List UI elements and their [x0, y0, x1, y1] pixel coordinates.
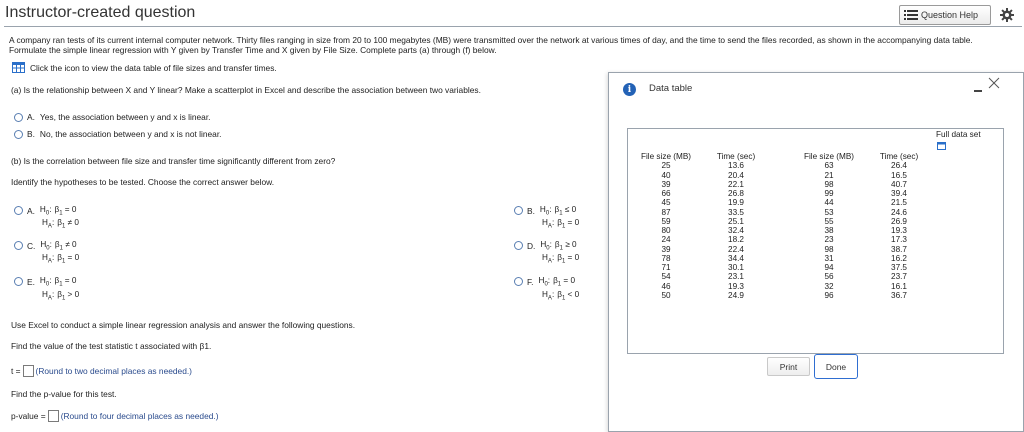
column-file-size-1 [630, 152, 702, 300]
table-cell: 16.2 [891, 253, 907, 263]
h0-statement: $\beta_1 = 0$ [553, 276, 576, 288]
table-cell: 87 [661, 207, 671, 217]
table-cell: 33.5 [728, 207, 744, 217]
cell-list [700, 161, 772, 300]
table-cell: 59 [661, 216, 671, 226]
ha-label: $H_A$: [542, 290, 555, 302]
table-cell: 80 [661, 226, 671, 235]
hypothesis-option-d-alt [542, 253, 579, 265]
option-letter: C. [27, 240, 36, 251]
h0-statement: $\beta_1 \ne 0$ [54, 240, 77, 252]
cell-list [630, 161, 702, 300]
dialog-title: Data table [649, 83, 693, 94]
table-cell: 66 [661, 189, 671, 198]
gear-icon [1000, 8, 1014, 22]
table-icon[interactable] [12, 62, 25, 73]
table-cell: 16.5 [891, 170, 907, 180]
close-icon[interactable] [987, 76, 1001, 90]
list-icon [904, 10, 918, 20]
table-cell: 21.5 [891, 198, 907, 208]
problem-intro: A company ran tests of its current internal computer network. Thirty files ranging in size from 20 to 100 megabytes (MB) were transmitted over the network at various times of day, and the time to send the files recorded, as shown in the accompanying data table. Formulate the simple linear regression with Y given by Transfer Time and X given by File Size. Complete parts (a) through (f) below. [9, 35, 973, 55]
p-label: p-value = [11, 411, 46, 421]
table-cell: 13.6 [728, 161, 744, 171]
part-b-question: (b) Is the correlation between file size and transfer time significantly different from zero? [11, 156, 336, 166]
option-text: Yes, the association between y and x is linear. [39, 112, 211, 122]
part-a-question: (a) Is the relationship between X and Y linear? Make a scatterplot in Excel and describe the association between two variables. [11, 85, 481, 95]
table-cell: 56 [824, 272, 834, 282]
hypothesis-option-e-alt [42, 290, 79, 302]
table-cell: 18.2 [728, 235, 744, 245]
p-hint: (Round to four decimal places as needed.) [60, 411, 219, 421]
table-cell: 36.7 [891, 290, 907, 300]
hypothesis-option-c[interactable] [14, 240, 77, 252]
excel-instruction: Use Excel to conduct a simple linear regression analysis and answer the following questions. [11, 320, 356, 330]
header-divider [4, 26, 1022, 27]
ha-statement: $\beta_1 = 0$ [557, 253, 580, 265]
hypothesis-option-d[interactable] [514, 240, 577, 252]
table-cell: 32.4 [728, 226, 744, 235]
part-b-instruction: Identify the hypotheses to be tested. Choose the correct answer below. [11, 177, 275, 187]
hypothesis-option-c-alt [42, 253, 79, 265]
option-letter: F. [527, 276, 534, 287]
column-header: File size (MB) [803, 152, 855, 161]
table-cell: 94 [824, 263, 834, 272]
table-cell: 31 [824, 253, 834, 263]
settings-button[interactable] [996, 5, 1018, 25]
p-value-question: Find the p-value for this test. [11, 389, 117, 399]
radio-button[interactable] [14, 130, 23, 139]
table-cell: 39.4 [891, 189, 907, 198]
h0-label: $H_0$: [40, 240, 52, 252]
table-cell: 38 [824, 226, 834, 235]
table-cell: 22.1 [728, 179, 744, 189]
ha-label: $H_A$: [542, 253, 555, 265]
table-cell: 78 [661, 253, 671, 263]
h0-label: $H_0$: [39, 205, 52, 217]
table-cell: 37.5 [891, 263, 907, 272]
option-letter: A. [27, 205, 35, 216]
option-letter: D. [527, 240, 536, 251]
table-cell: 98 [824, 179, 834, 189]
hypothesis-option-b[interactable] [514, 205, 576, 217]
t-answer-row [11, 365, 192, 377]
table-cell: 26.8 [728, 189, 744, 198]
minimize-icon [974, 90, 982, 92]
table-cell: 19.3 [728, 281, 744, 291]
cell-list [863, 161, 935, 300]
table-cell: 53 [824, 207, 834, 217]
option-letter: B. [527, 205, 535, 216]
table-cell: 25 [661, 161, 671, 171]
option-letter: A. [27, 112, 35, 122]
option-text: No, the association between y and x is not linear. [39, 129, 222, 139]
full-data-set-label: Full data set [936, 130, 981, 139]
table-cell: 44 [824, 198, 834, 208]
table-cell: 99 [824, 189, 834, 198]
table-cell: 39 [661, 244, 671, 254]
table-cell: 19.9 [728, 198, 744, 208]
h0-statement: $\beta_1 = 0$ [54, 205, 77, 217]
table-cell: 22.4 [728, 244, 744, 254]
table-cell: 40 [661, 170, 671, 180]
table-cell: 20.4 [728, 170, 744, 180]
table-cell: 25.1 [728, 216, 744, 226]
table-cell: 54 [661, 272, 671, 282]
done-button[interactable]: Done [814, 354, 858, 379]
table-cell: 19.3 [891, 226, 907, 235]
column-time-1 [700, 152, 772, 300]
radio-button[interactable] [14, 277, 23, 286]
table-cell: 21 [824, 170, 834, 180]
option-letter: E. [27, 276, 35, 287]
data-table-link[interactable] [12, 62, 277, 73]
table-cell: 98 [824, 244, 834, 254]
table-cell: 23.7 [891, 272, 907, 282]
hypothesis-option-f-alt [542, 290, 579, 302]
p-answer-row [11, 410, 219, 422]
print-button[interactable]: Print [767, 357, 810, 376]
page-title: Instructor-created question [5, 4, 196, 21]
radio-button[interactable] [514, 277, 523, 286]
copy-icon[interactable] [937, 142, 946, 150]
hypothesis-option-a[interactable] [14, 205, 76, 217]
ha-statement: $\beta_1 > 0$ [57, 290, 80, 302]
radio-button[interactable] [14, 206, 23, 215]
p-value-input[interactable] [48, 410, 59, 422]
question-help-label: Question Help [921, 10, 979, 20]
minimize-button[interactable] [972, 81, 984, 93]
table-cell: 32 [824, 281, 834, 291]
h0-label: $H_0$: [539, 205, 552, 217]
hypothesis-option-a-alt [42, 218, 79, 230]
table-cell: 96 [824, 290, 834, 300]
h0-label: $H_0$: [538, 276, 551, 288]
part-a-option-b[interactable] [14, 129, 222, 139]
table-cell: 46 [661, 281, 671, 291]
table-cell: 17.3 [891, 235, 907, 245]
column-file-size-2 [793, 152, 865, 300]
t-value-input[interactable] [23, 365, 34, 377]
ha-statement: $\beta_1 = 0$ [57, 253, 80, 265]
table-cell: 39 [661, 179, 671, 189]
table-cell: 23 [824, 235, 834, 245]
t-hint: (Round to two decimal places as needed.) [35, 366, 192, 376]
column-header: Time (sec) [879, 152, 919, 161]
column-time-2 [863, 152, 935, 300]
t-label: t = [11, 366, 21, 376]
radio-button[interactable] [514, 241, 523, 250]
h0-statement: $\beta_1 = 0$ [54, 276, 77, 288]
ha-statement: $\beta_1 \ne 0$ [57, 218, 79, 230]
ha-statement: $\beta_1 = 0$ [557, 218, 580, 230]
hypothesis-option-f[interactable] [514, 276, 575, 288]
radio-button[interactable] [514, 206, 523, 215]
table-cell: 38.7 [891, 244, 907, 254]
h0-label: $H_0$: [540, 240, 552, 252]
radio-button[interactable] [14, 241, 23, 250]
table-cell: 24.6 [891, 207, 907, 217]
table-cell: 40.7 [891, 179, 907, 189]
table-cell: 23.1 [728, 272, 744, 282]
table-cell: 24 [661, 235, 671, 245]
ha-label: $H_A$: [42, 253, 55, 265]
ha-label: $H_A$: [542, 218, 555, 230]
info-icon: i [623, 83, 636, 96]
table-cell: 26.4 [891, 161, 907, 171]
table-cell: 26.9 [891, 216, 907, 226]
table-cell: 24.9 [728, 290, 744, 300]
hypothesis-option-b-alt [542, 218, 579, 230]
t-statistic-question: Find the value of the test statistic t associated with β1. [11, 341, 212, 351]
radio-button[interactable] [14, 113, 23, 122]
part-a-option-a[interactable] [14, 112, 210, 122]
ha-label: $H_A$: [42, 290, 55, 302]
hypothesis-option-e[interactable] [14, 276, 76, 288]
table-cell: 55 [824, 216, 834, 226]
table-cell: 45 [661, 198, 671, 208]
table-cell: 63 [824, 161, 834, 171]
h0-statement: $\beta_1 \le 0$ [554, 205, 577, 217]
table-cell: 71 [661, 263, 671, 272]
table-cell: 16.1 [891, 281, 907, 291]
table-cell: 30.1 [728, 263, 744, 272]
table-cell: 34.4 [728, 253, 744, 263]
option-letter: B. [27, 129, 35, 139]
ha-label: $H_A$: [42, 218, 55, 230]
cell-list [793, 161, 865, 300]
question-help-button[interactable] [899, 5, 991, 25]
data-table-link-label[interactable]: Click the icon to view the data table of file sizes and transfer times. [30, 62, 277, 73]
column-header: Time (sec) [716, 152, 756, 161]
h0-statement: $\beta_1 \ge 0$ [554, 240, 577, 252]
column-header: File size (MB) [640, 152, 692, 161]
table-cell: 50 [661, 290, 671, 300]
ha-statement: $\beta_1 < 0$ [557, 290, 580, 302]
h0-label: $H_0$: [39, 276, 52, 288]
